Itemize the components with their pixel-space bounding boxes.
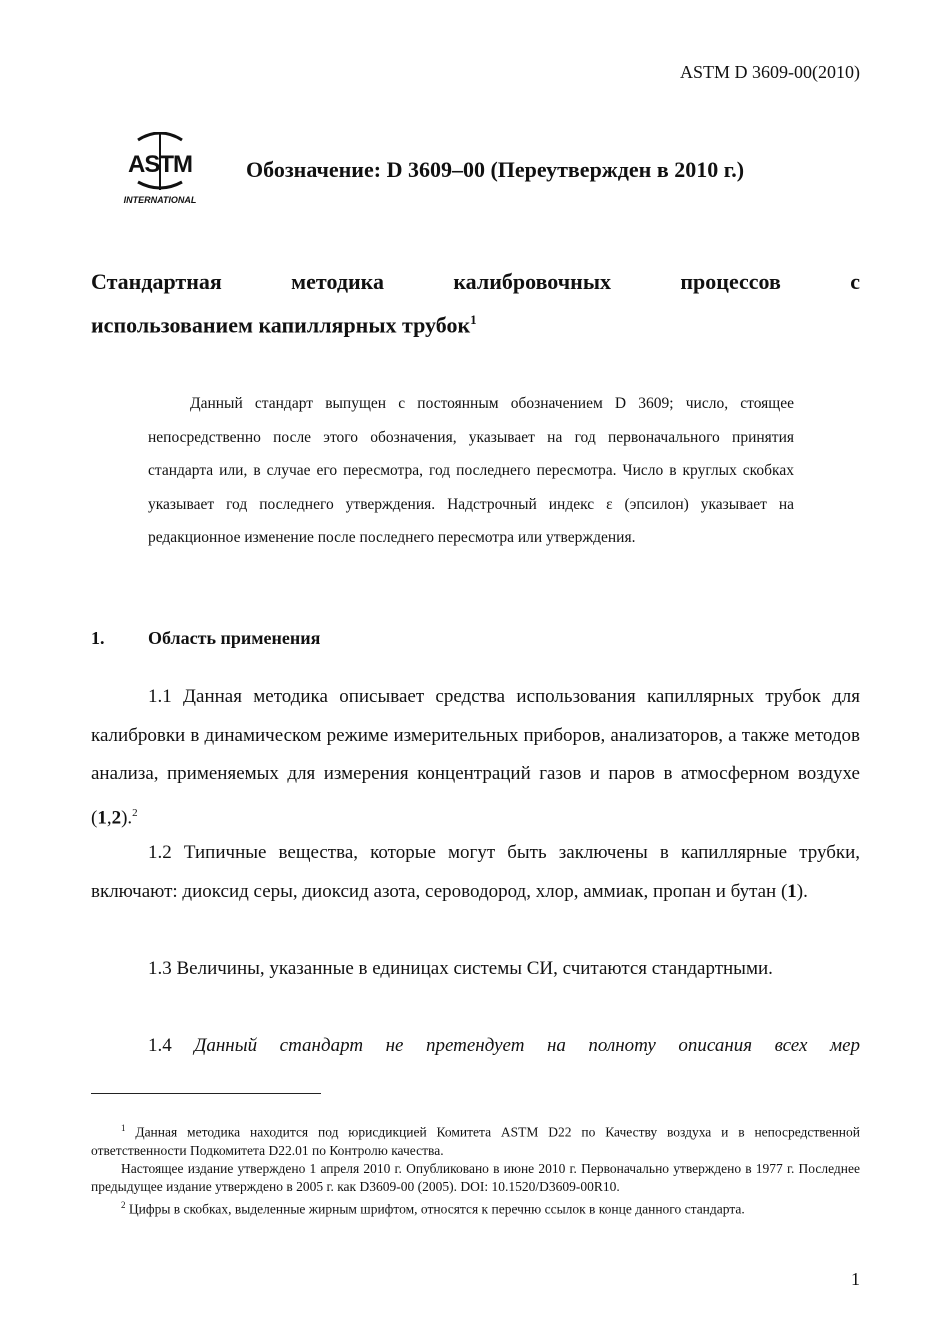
standard-notice: Данный стандарт выпущен с постоянным обозначением D 3609; число, стоящее непосредственно после этого обозначения, указывает на год первоначального принятия стандарта или, в случае его пересмотра, год последнего пересмотра. Число в круглых скобках указывает год последнего утверждения. Надстрочный индекс ε (эпсилон) указывает на редакционное изменение после последнего пересмотра или утверждения. xyxy=(148,395,794,546)
footnote-text: Цифры в скобках, выделенные жирным шрифтом, относятся к перечню ссылок в конце данного стандарта. xyxy=(128,1201,745,1216)
paragraph-1-2 xyxy=(91,834,860,911)
paragraph-1-4 xyxy=(91,1027,860,1066)
footnote-2 xyxy=(91,1196,860,1219)
paragraph-close: ). xyxy=(121,806,133,828)
paragraph-1-1 xyxy=(91,678,860,837)
designation-title: Обозначение: D 3609–00 (Переутвержден в 2010 г.) xyxy=(246,157,745,182)
section-heading xyxy=(91,628,320,649)
paragraph-text: Величины, указанные в единицах системы СИ, считаются стандартными. xyxy=(176,958,773,979)
astm-logo xyxy=(118,132,202,206)
reference-separator: , xyxy=(106,806,112,828)
paragraph-text: Типичные вещества, которые могут быть заключены в капиллярные трубки, включают: диоксид серы, диоксид азота, сероводород, хлор, аммиак, пропан и бутан ( xyxy=(91,842,861,902)
reference-1: 1 xyxy=(97,806,107,828)
footnote-ref-2: 2 xyxy=(132,806,138,819)
document-title xyxy=(91,263,860,344)
reference-1: 1 xyxy=(787,880,797,902)
logo-subtext: INTERNATIONAL xyxy=(123,195,197,205)
paragraph-1-3 xyxy=(91,950,860,989)
paragraph-number: 1.2 xyxy=(148,842,172,863)
footnote-mark: 2 xyxy=(121,1199,126,1210)
footnote-text: Данная методика находится под юрисдикцией Комитета ASTM D22 по Качеству воздуха и в непосредственной ответственности Подкомитета D22.01 по Контролю качества. xyxy=(91,1124,860,1158)
footnote-1 xyxy=(91,1119,860,1160)
footnote-text: Настоящее издание утверждено 1 апреля 2010 г. Опубликовано в июне 2010 г. Первоначально утверждено в 1977 г. Последнее предыдущее издание утверждено в 2005 г. как D3609-00 (2005). DOI: 10.1520/D3609-00R10. xyxy=(91,1160,860,1194)
footnote-mark: 1 xyxy=(121,1123,126,1133)
logo-mark: ASTM xyxy=(128,151,192,178)
page-number: 1 xyxy=(851,1269,860,1289)
section-title: Область применения xyxy=(148,628,321,648)
paragraph-number: 1.3 xyxy=(148,958,172,979)
document-id-header: ASTM D 3609-00(2010) xyxy=(680,62,860,82)
paragraph-text: Данная методика описывает средства использования капиллярных трубок для калибровки в динамическом режиме измерительных приборов, анализаторов, а также методов анализа, применяемых для измерения концентраций газов и паров в атмосферном воздухе ( xyxy=(91,686,860,828)
reference-2: 2 xyxy=(111,806,122,828)
title-line-2: использованием капиллярных трубок xyxy=(91,312,471,338)
paragraph-number: 1.1 xyxy=(148,686,172,707)
paragraph-number: 1.4 xyxy=(148,1035,172,1056)
title-footnote-ref: 1 xyxy=(470,312,477,327)
section-number: 1. xyxy=(91,628,105,648)
footnotes xyxy=(91,1119,860,1218)
paragraph-close: ). xyxy=(796,880,808,902)
paragraph-text: Данный стандарт не претендует на полноту описания всех мер xyxy=(194,1035,861,1056)
footnote-divider xyxy=(91,1093,321,1094)
footnote-1-continued xyxy=(91,1160,860,1196)
title-line-1: Стандартная методика калибровочных процессов с xyxy=(91,269,860,294)
